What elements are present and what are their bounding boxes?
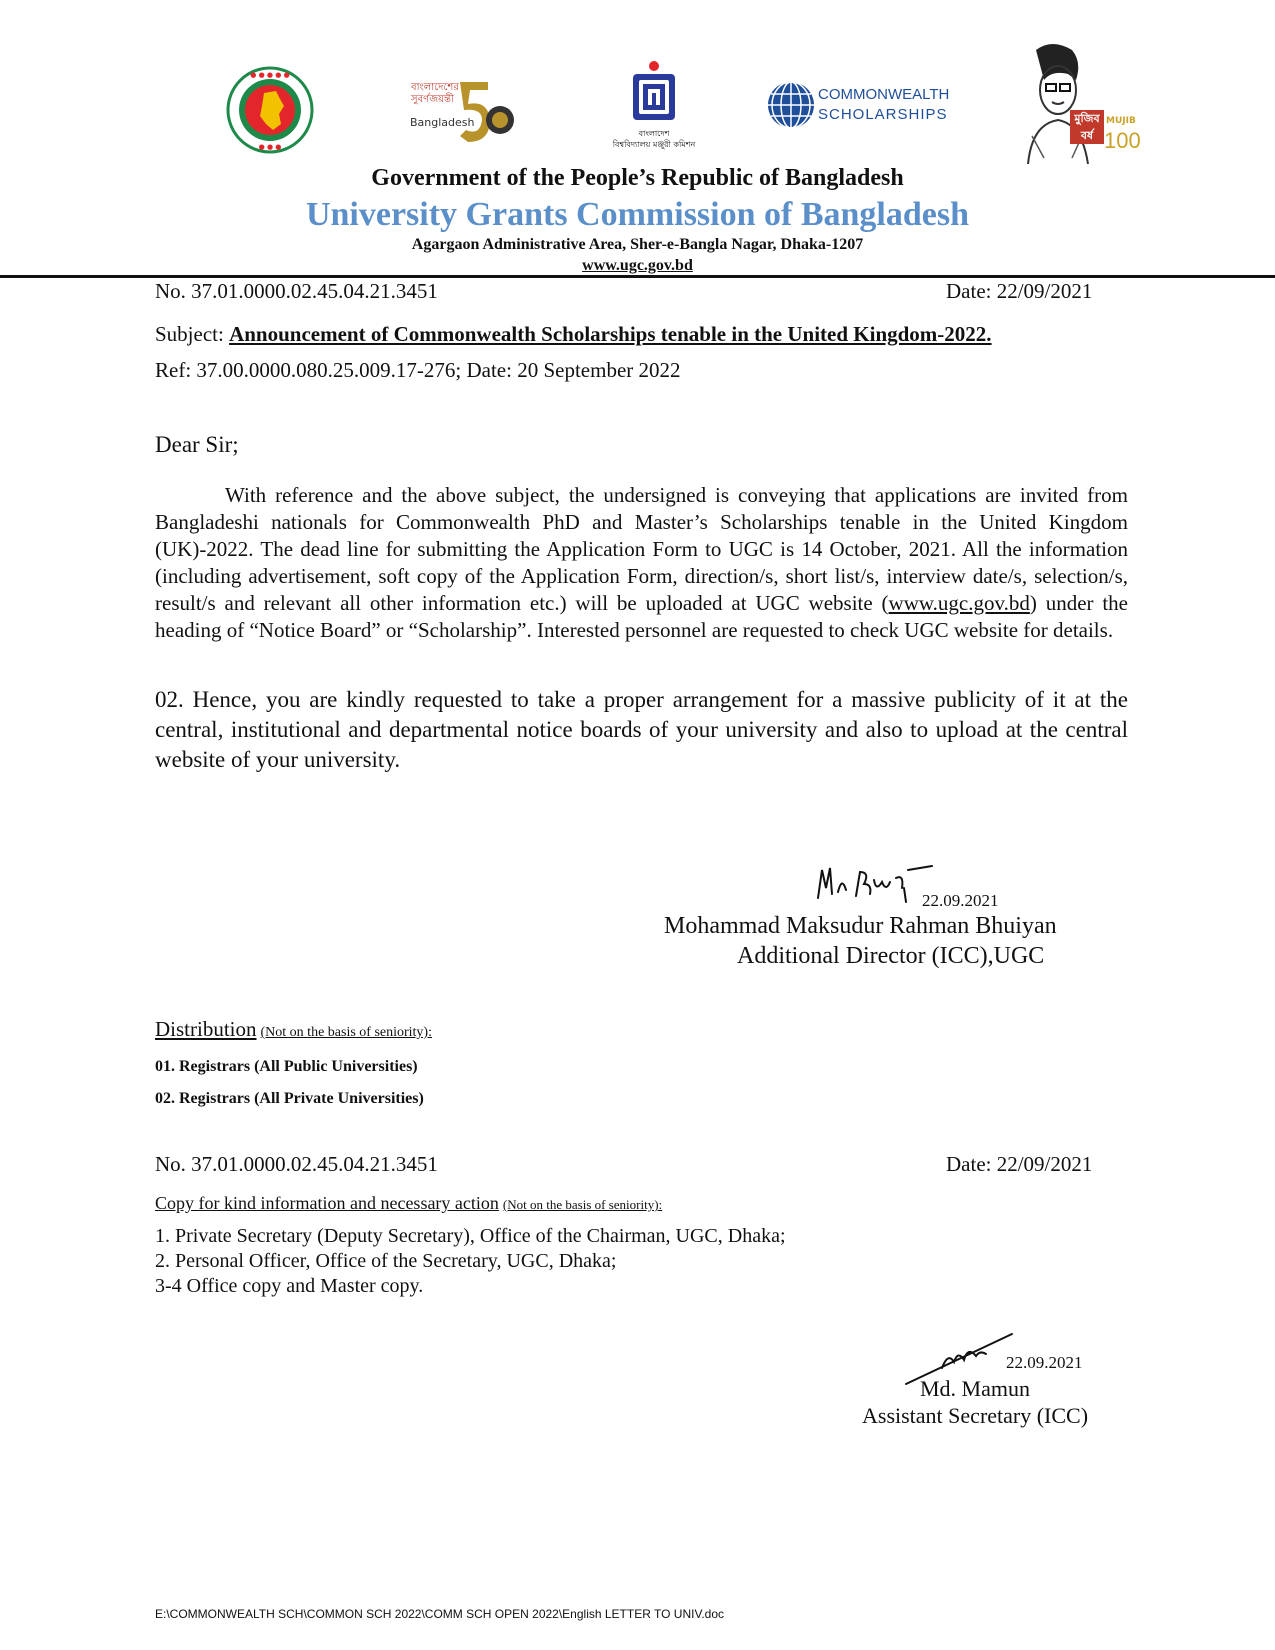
- bd50-bangla-text: বাংলাদেশের সুবর্ণজয়ন্তী: [411, 82, 459, 105]
- salutation: Dear Sir;: [155, 432, 239, 457]
- signature-1-date: 22.09.2021: [922, 891, 999, 910]
- copy-item: 2. Personal Officer, Office of the Secretary, UGC, Dhaka;: [155, 1250, 617, 1272]
- distribution-heading: [155, 1017, 432, 1042]
- subject-line: [155, 322, 1135, 347]
- copy-memo-date: Date: 22/09/2021: [946, 1152, 1093, 1176]
- svg-text:● ● ● ● ●: ● ● ● ● ●: [250, 71, 290, 79]
- organization-heading: University Grants Commission of Bangladesh: [305, 196, 970, 233]
- mujib-en-text: MUJIB: [1106, 116, 1136, 126]
- scholarships-text: SCHOLARSHIPS: [818, 106, 948, 123]
- memo-date: Date: 22/09/2021: [946, 279, 1093, 303]
- globe-icon: [766, 80, 816, 130]
- distribution-note: (Not on the basis of seniority):: [260, 1025, 432, 1040]
- signatory-1-title: Additional Director (ICC),UGC: [737, 943, 1045, 969]
- copy-note: (Not on the basis of seniority):: [502, 1197, 663, 1212]
- copy-item: 1. Private Secretary (Deputy Secretary), Office of the Chairman, UGC, Dhaka;: [155, 1225, 786, 1247]
- subject-text: Announcement of Commonwealth Scholarships tenable in the United Kingdom-2022.: [229, 322, 992, 346]
- signatory-2-name: Md. Mamun: [920, 1376, 1030, 1401]
- paragraph-1: [155, 482, 1128, 644]
- copy-item: 3-4 Office copy and Master copy.: [155, 1275, 424, 1297]
- mujib-100-logo: [1022, 40, 1141, 164]
- subject-label: Subject:: [155, 322, 230, 346]
- header-divider: [0, 275, 1275, 278]
- paragraph-1-text-b: ) under the heading of “Notice Board” or “Scholarship”. Interested personnel are requested to check UGC website for details.: [155, 591, 1129, 642]
- ugc-logo: [603, 60, 705, 172]
- ugc-caption-line1: বাংলাদেশ: [638, 129, 670, 138]
- gold-50-icon: [454, 76, 516, 148]
- portrait-sketch-icon: [1022, 40, 1092, 164]
- distribution-item: 02. Registrars (All Private Universities): [155, 1090, 424, 1107]
- mujib-bangla-text: মুজিব বর্ষ: [1070, 110, 1104, 144]
- commonwealth-scholarships-logo: [766, 80, 966, 132]
- distribution-label: Distribution: [155, 1017, 257, 1041]
- copy-heading: [155, 1193, 662, 1214]
- website-link[interactable]: www.ugc.gov.bd: [582, 257, 693, 274]
- copy-memo-number: No. 37.01.0000.02.45.04.21.3451: [155, 1152, 438, 1176]
- signatory-1-name: Mohammad Maksudur Rahman Bhuiyan: [664, 913, 1057, 939]
- bd50-word: Bangladesh: [410, 116, 475, 129]
- ugc-emblem-icon: [631, 60, 677, 124]
- signatory-2-title: Assistant Secretary (ICC): [862, 1403, 1089, 1428]
- paragraph-1-text-a: With reference and the above subject, the undersigned is conveying that applications are invited from Bangladeshi nationals for Commonwealth PhD and Master’s Scholarships tenable in the United Kingdom (UK)-2022. The dead line for submitting the Application Form to UGC is 14 October, 2021. All the information (including advertisement, soft copy of the Application Form, direction/s, short list/s, interview date/s, selection/s, result/s and relevant all other information etc.) will be uploaded at UGC website (: [155, 483, 1128, 615]
- government-heading: Government of the People’s Republic of Bangladesh: [371, 165, 904, 191]
- signature-2-date: 22.09.2021: [1006, 1353, 1083, 1372]
- ugc-caption-line2: বিশ্ববিদ্যালয় মঞ্জুরী কমিশন: [612, 140, 696, 149]
- memo-number: No. 37.01.0000.02.45.04.21.3451: [155, 279, 438, 303]
- bangladesh-50-logo: [408, 74, 518, 150]
- bangladesh-government-seal-icon: [226, 66, 314, 154]
- mujib-100-text: 100: [1104, 128, 1141, 153]
- paragraph-1-website-link[interactable]: www.ugc.gov.bd: [888, 591, 1030, 615]
- logo-row: [0, 30, 1275, 170]
- svg-text:● ● ●: ● ● ●: [258, 143, 282, 151]
- copy-label: Copy for kind information and necessary action: [155, 1193, 499, 1213]
- commonwealth-text: COMMONWEALTH: [818, 86, 950, 103]
- address-line: Agargaon Administrative Area, Sher-e-Bangla Nagar, Dhaka-1207: [411, 236, 864, 253]
- paragraph-2: 02. Hence, you are kindly requested to take a proper arrangement for a massive publicity of it at the central, institutional and departmental notice boards of your university and also to upload at the central website of your university.: [155, 687, 1128, 772]
- distribution-item: 01. Registrars (All Public Universities): [155, 1058, 418, 1075]
- reference-line: Ref: 37.00.0000.080.25.009.17-276; Date: 20 September 2022: [155, 358, 681, 382]
- file-path-footer: E:\COMMONWEALTH SCH\COMMON SCH 2022\COMM SCH OPEN 2022\English LETTER TO UNIV.doc: [155, 1607, 725, 1621]
